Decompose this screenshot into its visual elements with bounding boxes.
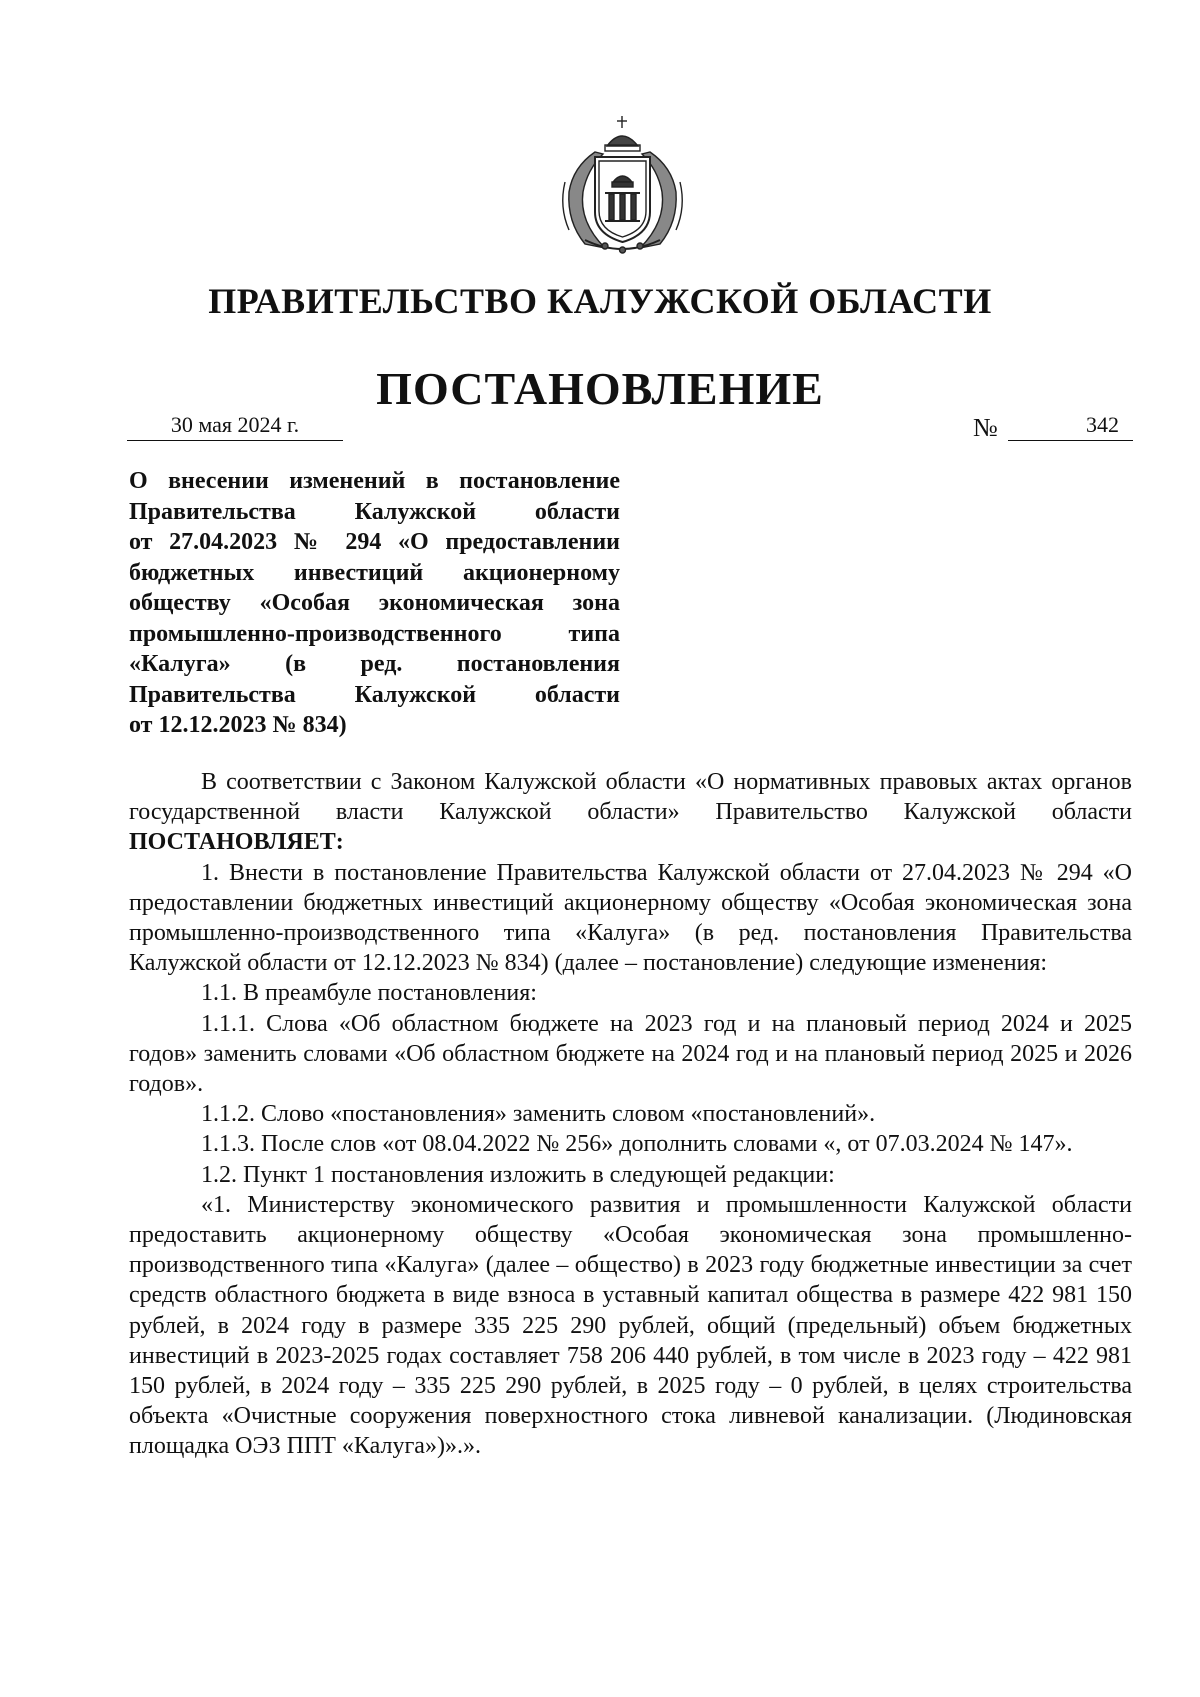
- subject-line: Правительства Калужской области: [129, 681, 620, 708]
- body-paragraph: 1. Внести в постановление Правительства Калужской области от 27.04.2023 № 294 «О предоставлении бюджетных инвестиций акционерному обществу «Особая экономическая зона промышленно-производственного типа «Калуга» (в ред. постановления Правительства Калужской области от 12.12.2023 № 834) (далее – постановление) следующие изменения:: [129, 859, 1132, 977]
- coat-of-arms-emblem: [555, 112, 690, 254]
- organization-title: ПРАВИТЕЛЬСТВО КАЛУЖСКОЙ ОБЛАСТИ: [208, 281, 992, 321]
- body-paragraph: 1.1. В преамбуле постановления:: [201, 980, 537, 1007]
- subject-line: бюджетных инвестиций акционерному: [129, 559, 620, 586]
- subject-line: Правительства Калужской области: [129, 498, 620, 525]
- subject-line: О внесении изменений в постановление: [129, 468, 620, 494]
- document-body: [129, 767, 1132, 1462]
- body-paragraph: 1.2. Пункт 1 постановления изложить в следующей редакции:: [201, 1161, 835, 1188]
- subject-line: от 27.04.2023 № 294 «О предоставлении: [129, 529, 620, 555]
- body-paragraph: 1.1.2. Слово «постановления» заменить словом «постановлений».: [201, 1101, 876, 1128]
- body-paragraph: «1. Министерству экономического развития и промышленности Калужской области предоставить акционерному обществу «Особая экономическая зона промышленно-производственного типа «Калуга» (далее – общество) в 2023 году бюджетные инвестиции за счет средств областного бюджета в виде взноса в уставный капитал общества в размере 422 981 150 рублей, в 2024 году в размере 335 225 290 рублей, общий (предельный) объем бюджетных инвестиций в 2023-2025 годах составляет 758 206 440 рублей, в том числе в 2023 году – 422 981 150 рублей, в 2024 году – 335 225 290 рублей, в 2025 году – 0 рублей, в целях строительства объекта «Очистные сооружения поверхностного стока ливневой канализации. (Людиновская площадка ОЭЗ ППТ «Калуга»)».».: [129, 1191, 1132, 1460]
- preamble-text: В соответствии с Законом Калужской области «О нормативных правовых актах органов государственной власти Калужской области» Правительство Калужской области: [129, 769, 1132, 826]
- decree-word: ПОСТАНОВЛЯЕТ:: [129, 829, 344, 856]
- number-label: №: [973, 413, 998, 442]
- body-paragraph: 1.1.3. После слов «от 08.04.2022 № 256» дополнить словами «, от 07.03.2024 № 147».: [201, 1131, 1073, 1158]
- document-number: 342: [1086, 412, 1119, 437]
- document-subject: [129, 466, 620, 741]
- body-paragraph: 1.1.1. Слова «Об областном бюджете на 2023 год и на плановый период 2024 и 2025 годов» заменить словами «Об областном бюджете на 2024 год и на плановый период 2025 и 2026 годов».: [129, 1010, 1132, 1098]
- document-date: 30 мая 2024 г.: [127, 412, 343, 441]
- subject-line: от 12.12.2023 № 834): [129, 712, 347, 738]
- subject-line: промышленно-производственного типа: [129, 620, 620, 647]
- subject-line: обществу «Особая экономическая зона: [129, 590, 620, 616]
- subject-line: «Калуга» (в ред. постановления: [129, 651, 620, 677]
- document-number-field: [1008, 412, 1133, 441]
- preamble-paragraph: [129, 767, 1132, 858]
- document-type-title: ПОСТАНОВЛЕНИЕ: [376, 363, 824, 414]
